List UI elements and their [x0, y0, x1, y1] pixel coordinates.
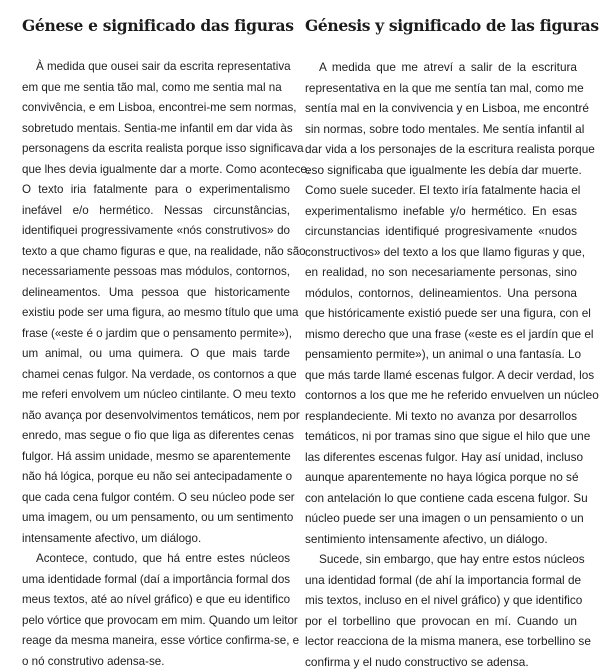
- text-line: dar vida a los personajes de la escritura realista porque: [305, 139, 577, 160]
- text-line: que cada cena fulgor contém. O seu núcleo pode ser: [22, 488, 290, 509]
- text-line: identifiquei progressivamente «nós construtivos» do: [22, 221, 290, 242]
- text-line: resplandeciente. Mi texto no avanza por desarrollos: [305, 406, 577, 427]
- text-line: inefável e/o hermético. Nessas circunstâncias,: [22, 201, 290, 222]
- spanish-body: [305, 57, 577, 672]
- text-line: que históricamente existió puede ser una figura, con el: [305, 303, 577, 324]
- text-line: constructivos» del texto a los que llamo figuras y que,: [305, 242, 577, 263]
- text-line: texto a que chamo figuras e que, na realidade, não são: [22, 242, 290, 263]
- text-line: chamei cenas fulgor. Na verdade, os contornos a que: [22, 365, 290, 386]
- text-line: personagens da escrita realista porque isso significava: [22, 139, 290, 160]
- text-line: que más tarde llamé escenas fulgor. A decir verdad, los: [305, 365, 577, 386]
- text-line: eso significaba que igualmente les debía dar muerte.: [305, 160, 577, 181]
- text-line: Acontece, contudo, que há entre estes núcleos: [22, 549, 290, 570]
- text-line: em que me sentia tão mal, como me sentia mal na: [22, 78, 290, 99]
- text-line: sobretudo mentais. Sentia-me infantil em dar vida às: [22, 119, 290, 140]
- spanish-title: Génesis y significado de las figuras: [305, 16, 599, 35]
- portuguese-title: Génese e significado das figuras: [22, 16, 294, 35]
- text-line: temáticos, ni por tramas sino que sigue el hilo que une: [305, 426, 577, 447]
- text-line: representativa en la que me sentía tan mal, como me: [305, 78, 577, 99]
- text-line: reage da mesma maneira, esse vórtice confirma-se, e: [22, 631, 290, 652]
- text-line: uma identidade formal (daí a importância formal dos: [22, 570, 290, 591]
- text-line: convivência, e em Lisboa, encontrei-me sem normas,: [22, 98, 290, 119]
- text-line: o nó construtivo adensa-se.: [22, 652, 290, 672]
- portuguese-body: [22, 57, 290, 672]
- text-line: um animal, ou uma quimera. O que mais tarde: [22, 344, 290, 365]
- text-line: núcleo puede ser una imagen o un pensamiento o un: [305, 508, 577, 529]
- text-line: fulgor. Há assim unidade, mesmo se aparentemente: [22, 447, 290, 468]
- text-line: con antelación lo que contiene cada escena fulgor. Su: [305, 488, 577, 509]
- text-line: aunque aparentemente no haya lógica porque no sé: [305, 467, 577, 488]
- text-line: necessariamente pessoas mas módulos, contornos,: [22, 262, 290, 283]
- text-line: Como suele suceder. El texto iría fatalmente hacia el: [305, 180, 577, 201]
- text-line: pensamiento permite»), un animal o una fantasía. Lo: [305, 344, 577, 365]
- text-line: módulos, contornos, delineamientos. Una persona: [305, 283, 577, 304]
- text-line: enredo, mas segue o fio que liga as diferentes cenas: [22, 426, 290, 447]
- text-line: que lhes devia igualmente dar a morte. Como acontece.: [22, 160, 290, 181]
- text-line: O texto iria fatalmente para o experimentalismo: [22, 180, 290, 201]
- text-line: por el torbellino que provocan en mí. Cuando un: [305, 611, 577, 632]
- text-line: las diferentes escenas fulgor. Hay así unidad, incluso: [305, 447, 577, 468]
- text-line: sentimiento intensamente afectivo, un diálogo.: [305, 529, 577, 550]
- text-line: existiu pode ser uma figura, ao mesmo título que uma: [22, 303, 290, 324]
- text-line: Sucede, sin embargo, que hay entre estos núcleos: [305, 549, 577, 570]
- text-line: circunstancias identifiqué progresivamente «nudos: [305, 221, 577, 242]
- text-line: mismo derecho que una frase («este es el jardín que el: [305, 324, 577, 345]
- text-line: experimentalismo inefable y/o hermético. En esas: [305, 201, 577, 222]
- text-line: não avança por desenvolvimentos temáticos, nem por: [22, 406, 290, 427]
- text-line: intensamente afectivo, um diálogo.: [22, 529, 290, 550]
- text-line: pelo vórtice que provocam em mim. Quando um leitor: [22, 611, 290, 632]
- text-line: frase («este é o jardim que o pensamento permite»),: [22, 324, 290, 345]
- text-line: sin normas, sobre todo mentales. Me sentía infantil al: [305, 119, 577, 140]
- text-line: A medida que me atreví a salir de la escritura: [305, 57, 577, 78]
- text-line: delineamentos. Uma pessoa que historicamente: [22, 283, 290, 304]
- text-line: não há lógica, porque eu não sei antecipadamente o: [22, 467, 290, 488]
- text-line: mis textos, incluso en el nivel gráfico) y que identifico: [305, 590, 577, 611]
- text-line: me referi envolvem um núcleo cintilante. O meu texto: [22, 385, 290, 406]
- text-line: confirma y el nudo constructivo se adensa.: [305, 652, 577, 672]
- text-line: meus textos, até ao nível gráfico) e que eu identifico: [22, 590, 290, 611]
- text-line: lector reacciona de la misma manera, ese torbellino se: [305, 631, 577, 652]
- text-line: una identidad formal (de ahí la importancia formal de: [305, 570, 577, 591]
- text-line: sentía mal en la convivencia y en Lisboa, me encontré: [305, 98, 577, 119]
- text-line: en realidad, no son necesariamente personas, sino: [305, 262, 577, 283]
- text-line: contornos a los que me he referido envuelven un núcleo: [305, 385, 577, 406]
- text-line: À medida que ousei sair da escrita representativa: [22, 57, 290, 78]
- text-line: uma imagem, ou um pensamento, ou um sentimento: [22, 508, 290, 529]
